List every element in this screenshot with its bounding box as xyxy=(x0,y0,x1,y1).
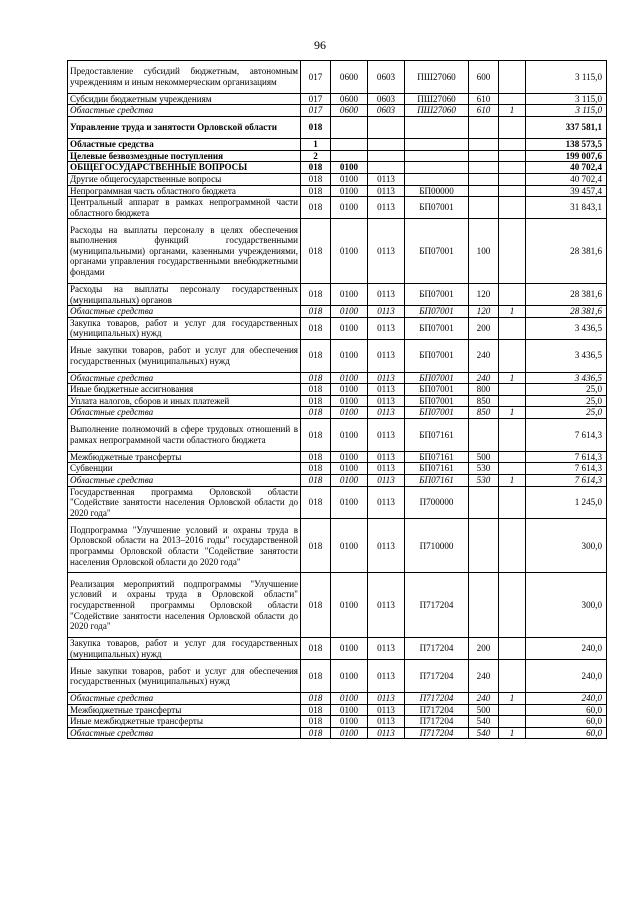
cell-subsection: 0113 xyxy=(368,486,405,519)
cell-source: 1 xyxy=(499,105,526,117)
cell-section xyxy=(331,150,368,162)
table-row xyxy=(68,716,607,728)
cell-target: БП07001 xyxy=(405,407,469,419)
cell-section: 0100 xyxy=(331,486,368,519)
cell-source: 1 xyxy=(499,475,526,487)
table-row xyxy=(68,384,607,396)
table-row xyxy=(68,486,607,519)
cell-subsection xyxy=(368,150,405,162)
cell-name: Расходы на выплаты персоналу государственных (муниципальных) органов xyxy=(68,283,301,305)
cell-amount: 240,0 xyxy=(526,693,607,705)
cell-ministry: 018 xyxy=(301,162,331,174)
cell-section: 0100 xyxy=(331,660,368,693)
cell-name: Областные средства xyxy=(68,372,301,384)
cell-amount: 39 457,4 xyxy=(526,185,607,197)
cell-name: Расходы на выплаты персоналу в целях обеспечения выполнения функций государственными (муниципальными) органами, казенными учреждениями, органами управления государственными внебюджетными фондами xyxy=(68,219,301,284)
cell-target: П717204 xyxy=(405,660,469,693)
cell-section: 0100 xyxy=(331,573,368,638)
cell-section: 0100 xyxy=(331,162,368,174)
cell-subsection: 0113 xyxy=(368,283,405,305)
cell-ministry: 018 xyxy=(301,407,331,419)
cell-expense-type: 500 xyxy=(469,704,499,716)
cell-name: Областные средства xyxy=(68,475,301,487)
cell-section: 0600 xyxy=(331,93,368,105)
cell-expense-type xyxy=(469,419,499,452)
cell-ministry: 018 xyxy=(301,283,331,305)
cell-subsection: 0113 xyxy=(368,693,405,705)
cell-expense-type: 120 xyxy=(469,306,499,318)
cell-ministry: 018 xyxy=(301,384,331,396)
cell-ministry: 018 xyxy=(301,339,331,372)
cell-target: БП07001 xyxy=(405,283,469,305)
cell-target xyxy=(405,173,469,185)
cell-section: 0100 xyxy=(331,197,368,219)
cell-source xyxy=(499,219,526,284)
cell-ministry: 018 xyxy=(301,419,331,452)
cell-source xyxy=(499,339,526,372)
cell-amount: 7 614,3 xyxy=(526,419,607,452)
cell-target: БП07001 xyxy=(405,372,469,384)
cell-expense-type: 200 xyxy=(469,638,499,660)
cell-subsection xyxy=(368,116,405,138)
cell-source xyxy=(499,162,526,174)
cell-name: Предоставление субсидий бюджетным, автономным учреждениям и иным некоммерческим организациям xyxy=(68,61,301,94)
cell-target: П717204 xyxy=(405,693,469,705)
cell-target: БП07001 xyxy=(405,306,469,318)
cell-source xyxy=(499,419,526,452)
table-row xyxy=(68,419,607,452)
cell-expense-type: 240 xyxy=(469,660,499,693)
cell-target: П717204 xyxy=(405,638,469,660)
cell-ministry: 018 xyxy=(301,693,331,705)
cell-source xyxy=(499,283,526,305)
cell-amount: 3 115,0 xyxy=(526,61,607,94)
table-row xyxy=(68,93,607,105)
cell-amount: 25,0 xyxy=(526,395,607,407)
cell-amount: 1 245,0 xyxy=(526,486,607,519)
cell-expense-type: 240 xyxy=(469,693,499,705)
table-row xyxy=(68,451,607,463)
cell-amount: 240,0 xyxy=(526,638,607,660)
cell-ministry: 018 xyxy=(301,116,331,138)
cell-target xyxy=(405,150,469,162)
cell-source: 1 xyxy=(499,727,526,739)
cell-target: БП07001 xyxy=(405,197,469,219)
cell-subsection: 0113 xyxy=(368,197,405,219)
cell-ministry: 018 xyxy=(301,660,331,693)
cell-ministry: 018 xyxy=(301,173,331,185)
cell-section: 0100 xyxy=(331,317,368,339)
cell-ministry: 1 xyxy=(301,139,331,151)
cell-subsection: 0113 xyxy=(368,407,405,419)
cell-target: ПШ27060 xyxy=(405,93,469,105)
cell-amount: 25,0 xyxy=(526,407,607,419)
cell-source xyxy=(499,395,526,407)
cell-section: 0100 xyxy=(331,693,368,705)
cell-name: Иные бюджетные ассигнования xyxy=(68,384,301,396)
cell-source xyxy=(499,317,526,339)
cell-target: БП07001 xyxy=(405,219,469,284)
cell-section: 0100 xyxy=(331,463,368,475)
cell-expense-type xyxy=(469,173,499,185)
cell-section: 0600 xyxy=(331,105,368,117)
cell-subsection: 0113 xyxy=(368,727,405,739)
cell-name: Областные средства xyxy=(68,105,301,117)
cell-target: БП00000 xyxy=(405,185,469,197)
cell-expense-type xyxy=(469,116,499,138)
cell-ministry: 017 xyxy=(301,61,331,94)
cell-name: Межбюджетные трансферты xyxy=(68,451,301,463)
cell-source xyxy=(499,61,526,94)
cell-amount: 60,0 xyxy=(526,727,607,739)
cell-expense-type: 240 xyxy=(469,339,499,372)
cell-section: 0100 xyxy=(331,283,368,305)
cell-amount: 199 007,6 xyxy=(526,150,607,162)
cell-amount: 3 115,0 xyxy=(526,105,607,117)
cell-target: П717204 xyxy=(405,716,469,728)
cell-ministry: 017 xyxy=(301,93,331,105)
cell-subsection: 0113 xyxy=(368,219,405,284)
cell-source xyxy=(499,173,526,185)
cell-source xyxy=(499,486,526,519)
cell-section: 0100 xyxy=(331,407,368,419)
cell-section: 0100 xyxy=(331,185,368,197)
cell-target: БП07001 xyxy=(405,384,469,396)
cell-amount: 25,0 xyxy=(526,384,607,396)
cell-ministry: 018 xyxy=(301,727,331,739)
cell-subsection: 0113 xyxy=(368,573,405,638)
cell-source xyxy=(499,716,526,728)
cell-source xyxy=(499,463,526,475)
table-row xyxy=(68,727,607,739)
cell-name: Областные средства xyxy=(68,727,301,739)
cell-source xyxy=(499,185,526,197)
cell-target: БП07161 xyxy=(405,475,469,487)
table-row xyxy=(68,638,607,660)
cell-ministry: 017 xyxy=(301,105,331,117)
cell-subsection: 0603 xyxy=(368,61,405,94)
cell-section: 0100 xyxy=(331,384,368,396)
cell-amount: 28 381,6 xyxy=(526,219,607,284)
cell-expense-type xyxy=(469,197,499,219)
table-row xyxy=(68,105,607,117)
cell-section xyxy=(331,116,368,138)
cell-section: 0100 xyxy=(331,638,368,660)
page-number: 96 xyxy=(314,38,326,52)
table-row xyxy=(68,407,607,419)
table-row xyxy=(68,339,607,372)
table-row xyxy=(68,116,607,138)
cell-subsection: 0603 xyxy=(368,93,405,105)
cell-section: 0600 xyxy=(331,61,368,94)
cell-expense-type: 200 xyxy=(469,317,499,339)
table-row xyxy=(68,475,607,487)
cell-section: 0100 xyxy=(331,306,368,318)
cell-name: Иные межбюджетные трансферты xyxy=(68,716,301,728)
cell-subsection xyxy=(368,162,405,174)
cell-expense-type: 540 xyxy=(469,727,499,739)
cell-source xyxy=(499,638,526,660)
cell-section: 0100 xyxy=(331,395,368,407)
cell-subsection: 0113 xyxy=(368,372,405,384)
cell-target: П717204 xyxy=(405,573,469,638)
table-row xyxy=(68,61,607,94)
cell-name: Субвенции xyxy=(68,463,301,475)
cell-source xyxy=(499,451,526,463)
cell-ministry: 018 xyxy=(301,704,331,716)
table-row xyxy=(68,317,607,339)
cell-amount: 40 702,4 xyxy=(526,162,607,174)
cell-source xyxy=(499,93,526,105)
cell-ministry: 2 xyxy=(301,150,331,162)
cell-amount: 60,0 xyxy=(526,704,607,716)
cell-target: П717204 xyxy=(405,704,469,716)
table-row xyxy=(68,197,607,219)
cell-section: 0100 xyxy=(331,716,368,728)
cell-ministry: 018 xyxy=(301,185,331,197)
cell-name: Реализация мероприятий подпрограммы "Улучшение условий и охраны труда в Орловской области" государственной программы Орловской области "Содействие занятости населения Орловской области до 2020 года" xyxy=(68,573,301,638)
cell-ministry: 018 xyxy=(301,451,331,463)
cell-expense-type: 850 xyxy=(469,407,499,419)
cell-ministry: 018 xyxy=(301,463,331,475)
cell-subsection: 0113 xyxy=(368,306,405,318)
cell-target: БП07161 xyxy=(405,419,469,452)
cell-name: Областные средства xyxy=(68,407,301,419)
cell-section xyxy=(331,139,368,151)
cell-ministry: 018 xyxy=(301,395,331,407)
cell-subsection xyxy=(368,139,405,151)
cell-expense-type: 850 xyxy=(469,395,499,407)
cell-ministry: 018 xyxy=(301,372,331,384)
cell-target xyxy=(405,139,469,151)
cell-amount: 138 573,5 xyxy=(526,139,607,151)
cell-expense-type: 600 xyxy=(469,61,499,94)
cell-expense-type xyxy=(469,573,499,638)
cell-expense-type: 540 xyxy=(469,716,499,728)
cell-name: Субсидии бюджетным учреждениям xyxy=(68,93,301,105)
cell-subsection: 0113 xyxy=(368,317,405,339)
cell-amount: 60,0 xyxy=(526,716,607,728)
cell-subsection: 0113 xyxy=(368,704,405,716)
cell-source xyxy=(499,197,526,219)
cell-section: 0100 xyxy=(331,451,368,463)
cell-subsection: 0113 xyxy=(368,395,405,407)
cell-amount: 28 381,6 xyxy=(526,306,607,318)
table-row xyxy=(68,395,607,407)
cell-ministry: 018 xyxy=(301,475,331,487)
cell-subsection: 0113 xyxy=(368,463,405,475)
cell-target: ПШ27060 xyxy=(405,61,469,94)
cell-section: 0100 xyxy=(331,704,368,716)
cell-subsection: 0603 xyxy=(368,105,405,117)
cell-ministry: 018 xyxy=(301,573,331,638)
cell-section: 0100 xyxy=(331,173,368,185)
cell-target xyxy=(405,162,469,174)
cell-source xyxy=(499,139,526,151)
cell-target: БП07001 xyxy=(405,339,469,372)
cell-expense-type: 530 xyxy=(469,475,499,487)
cell-expense-type: 610 xyxy=(469,93,499,105)
cell-subsection: 0113 xyxy=(368,660,405,693)
cell-expense-type: 500 xyxy=(469,451,499,463)
cell-amount: 3 115,0 xyxy=(526,93,607,105)
cell-target: П700000 xyxy=(405,486,469,519)
cell-ministry: 018 xyxy=(301,716,331,728)
cell-target: БП07161 xyxy=(405,463,469,475)
table-row xyxy=(68,660,607,693)
cell-section: 0100 xyxy=(331,419,368,452)
cell-source xyxy=(499,384,526,396)
cell-amount: 3 436,5 xyxy=(526,317,607,339)
cell-amount: 337 581,1 xyxy=(526,116,607,138)
cell-expense-type: 100 xyxy=(469,219,499,284)
table-row xyxy=(68,693,607,705)
cell-ministry: 018 xyxy=(301,197,331,219)
table-row xyxy=(68,283,607,305)
table-row xyxy=(68,185,607,197)
cell-subsection: 0113 xyxy=(368,419,405,452)
table-row xyxy=(68,139,607,151)
cell-ministry: 018 xyxy=(301,486,331,519)
cell-target xyxy=(405,116,469,138)
table-row xyxy=(68,573,607,638)
cell-name: Целевые безвозмездные поступления xyxy=(68,150,301,162)
table-row xyxy=(68,519,607,573)
cell-source xyxy=(499,573,526,638)
cell-expense-type: 530 xyxy=(469,463,499,475)
cell-subsection: 0113 xyxy=(368,451,405,463)
cell-source xyxy=(499,519,526,573)
cell-name: Областные средства xyxy=(68,693,301,705)
table-row xyxy=(68,463,607,475)
cell-source xyxy=(499,660,526,693)
cell-target: БП07161 xyxy=(405,451,469,463)
cell-source xyxy=(499,150,526,162)
cell-section: 0100 xyxy=(331,372,368,384)
cell-expense-type xyxy=(469,185,499,197)
table-row xyxy=(68,372,607,384)
cell-amount: 300,0 xyxy=(526,519,607,573)
cell-amount: 7 614,3 xyxy=(526,451,607,463)
cell-expense-type: 120 xyxy=(469,283,499,305)
cell-expense-type: 610 xyxy=(469,105,499,117)
cell-source: 1 xyxy=(499,306,526,318)
cell-source xyxy=(499,704,526,716)
cell-subsection: 0113 xyxy=(368,638,405,660)
cell-amount: 3 436,5 xyxy=(526,339,607,372)
cell-name: Областные средства xyxy=(68,139,301,151)
cell-subsection: 0113 xyxy=(368,519,405,573)
cell-subsection: 0113 xyxy=(368,475,405,487)
cell-name: Уплата налогов, сборов и иных платежей xyxy=(68,395,301,407)
cell-amount: 7 614,3 xyxy=(526,475,607,487)
cell-amount: 7 614,3 xyxy=(526,463,607,475)
cell-source: 1 xyxy=(499,407,526,419)
cell-name: Иные закупки товаров, работ и услуг для обеспечения государственных (муниципальных) нужд xyxy=(68,660,301,693)
cell-name: Центральный аппарат в рамках непрограммной части областного бюджета xyxy=(68,197,301,219)
table-row xyxy=(68,150,607,162)
cell-amount: 3 436,5 xyxy=(526,372,607,384)
cell-source xyxy=(499,116,526,138)
cell-target: ПШ27060 xyxy=(405,105,469,117)
cell-target: П717204 xyxy=(405,727,469,739)
cell-name: ОБЩЕГОСУДАРСТВЕННЫЕ ВОПРОСЫ xyxy=(68,162,301,174)
cell-amount: 40 702,4 xyxy=(526,173,607,185)
cell-subsection: 0113 xyxy=(368,384,405,396)
cell-name: Межбюджетные трансферты xyxy=(68,704,301,716)
cell-section: 0100 xyxy=(331,727,368,739)
cell-target: БП07001 xyxy=(405,317,469,339)
cell-amount: 28 381,6 xyxy=(526,283,607,305)
cell-name: Управление труда и занятости Орловской области xyxy=(68,116,301,138)
cell-amount: 300,0 xyxy=(526,573,607,638)
cell-expense-type: 800 xyxy=(469,384,499,396)
table-row xyxy=(68,704,607,716)
cell-target: П710000 xyxy=(405,519,469,573)
cell-expense-type xyxy=(469,519,499,573)
cell-subsection: 0113 xyxy=(368,339,405,372)
cell-section: 0100 xyxy=(331,519,368,573)
cell-subsection: 0113 xyxy=(368,185,405,197)
cell-amount: 240,0 xyxy=(526,660,607,693)
cell-target: БП07001 xyxy=(405,395,469,407)
cell-subsection: 0113 xyxy=(368,716,405,728)
cell-name: Иные закупки товаров, работ и услуг для обеспечения государственных (муниципальных) нужд xyxy=(68,339,301,372)
cell-name: Выполнение полномочий в сфере трудовых отношений в рамках непрограммной части областного бюджета xyxy=(68,419,301,452)
cell-subsection: 0113 xyxy=(368,173,405,185)
cell-expense-type xyxy=(469,150,499,162)
table-row xyxy=(68,306,607,318)
cell-name: Закупка товаров, работ и услуг для государственных (муниципальных) нужд xyxy=(68,638,301,660)
cell-name: Закупка товаров, работ и услуг для государственных (муниципальных) нужд xyxy=(68,317,301,339)
cell-source: 1 xyxy=(499,693,526,705)
cell-ministry: 018 xyxy=(301,317,331,339)
cell-section: 0100 xyxy=(331,339,368,372)
cell-section: 0100 xyxy=(331,475,368,487)
table-row xyxy=(68,162,607,174)
cell-expense-type xyxy=(469,162,499,174)
cell-ministry: 018 xyxy=(301,219,331,284)
budget-table xyxy=(67,60,607,739)
cell-expense-type xyxy=(469,486,499,519)
table-row xyxy=(68,219,607,284)
cell-name: Непрограммная часть областного бюджета xyxy=(68,185,301,197)
table-row xyxy=(68,173,607,185)
cell-name: Государственная программа Орловской области "Содействие занятости населения Орловской области до 2020 года" xyxy=(68,486,301,519)
cell-amount: 31 843,1 xyxy=(526,197,607,219)
cell-section: 0100 xyxy=(331,219,368,284)
cell-ministry: 018 xyxy=(301,519,331,573)
cell-ministry: 018 xyxy=(301,306,331,318)
cell-expense-type xyxy=(469,139,499,151)
cell-source: 1 xyxy=(499,372,526,384)
cell-ministry: 018 xyxy=(301,638,331,660)
cell-expense-type: 240 xyxy=(469,372,499,384)
cell-name: Областные средства xyxy=(68,306,301,318)
cell-name: Другие общегосударственные вопросы xyxy=(68,173,301,185)
cell-name: Подпрограмма "Улучшение условий и охраны труда в Орловской области на 2013–2016 годы" государственной программы Орловской области "Содействие занятости населения Орловской области до 2020 года" xyxy=(68,519,301,573)
